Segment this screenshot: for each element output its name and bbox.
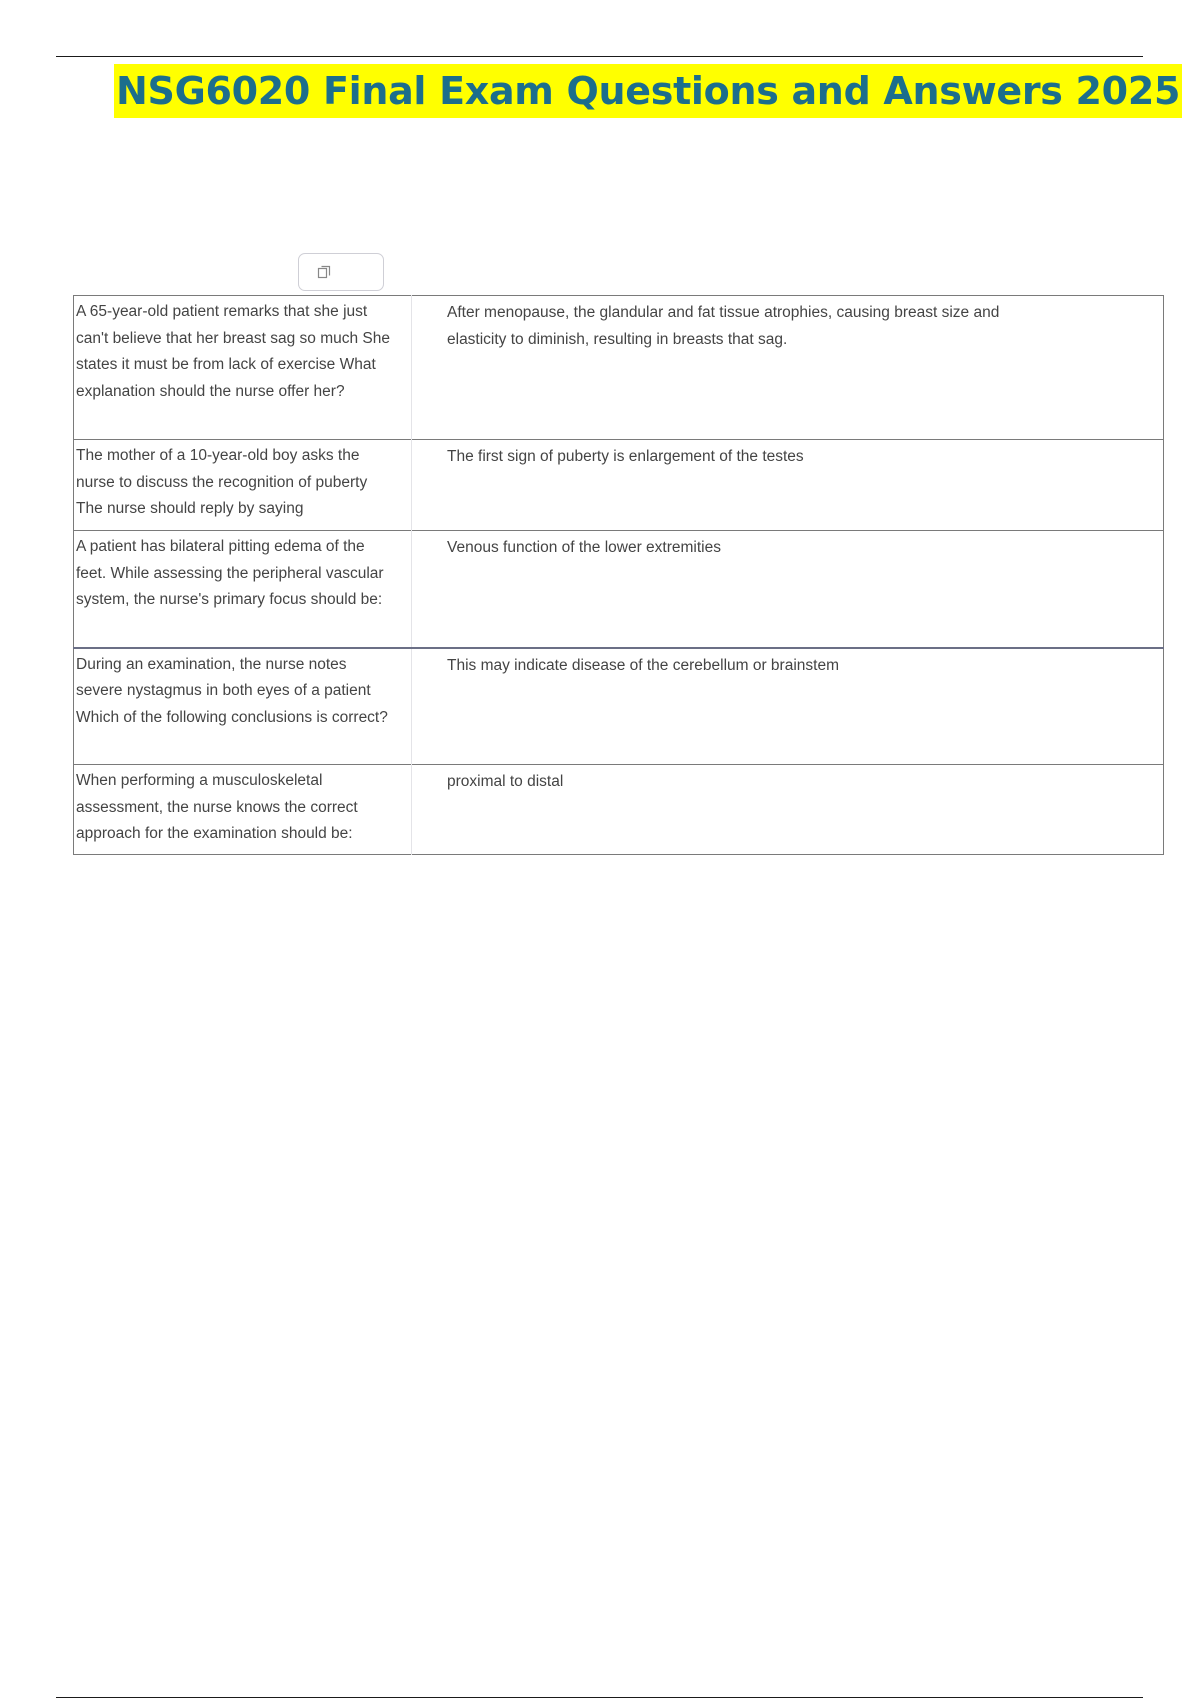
- top-rule: [56, 56, 1143, 57]
- title-container: [114, 64, 1181, 118]
- question-cell: A patient has bilateral pitting edema of the feet. While assessing the peripheral vascular system, the nurse's primary focus should be:: [74, 531, 412, 648]
- answer-cell: This may indicate disease of the cerebellum or brainstem: [447, 656, 839, 674]
- answer-cell: proximal to distal: [447, 773, 564, 790]
- question-cell: A 65-year-old patient remarks that she just can't believe that her breast sag so much She states it must be from lack of exercise What explanation should the nurse offer her?: [74, 296, 412, 440]
- table-row: [74, 648, 1164, 765]
- question-cell: During an examination, the nurse notes severe nystagmus in both eyes of a patient Which of the following conclusions is correct?: [74, 648, 412, 765]
- table-row: [74, 531, 1164, 648]
- bottom-rule: [56, 1697, 1143, 1698]
- copy-icon: [317, 265, 331, 279]
- answer-cell: The first sign of puberty is enlargement of the testes: [447, 448, 804, 465]
- copy-button[interactable]: [298, 253, 384, 291]
- answer-cell: Venous function of the lower extremities: [447, 539, 721, 556]
- question-cell: When performing a musculoskeletal assessment, the nurse knows the correct approach for the examination should be:: [74, 765, 412, 855]
- table-row: [74, 296, 1164, 440]
- table-row: [74, 765, 1164, 855]
- page-title: NSG6020 Final Exam Questions and Answers 2025: [114, 64, 1182, 118]
- table-row: [74, 440, 1164, 531]
- answer-cell: After menopause, the glandular and fat tissue atrophies, causing breast size and elasticity to diminish, resulting in breasts that sag.: [447, 304, 1000, 348]
- question-cell: The mother of a 10-year-old boy asks the nurse to discuss the recognition of puberty The nurse should reply by saying: [74, 440, 412, 531]
- qa-table: [73, 295, 1164, 855]
